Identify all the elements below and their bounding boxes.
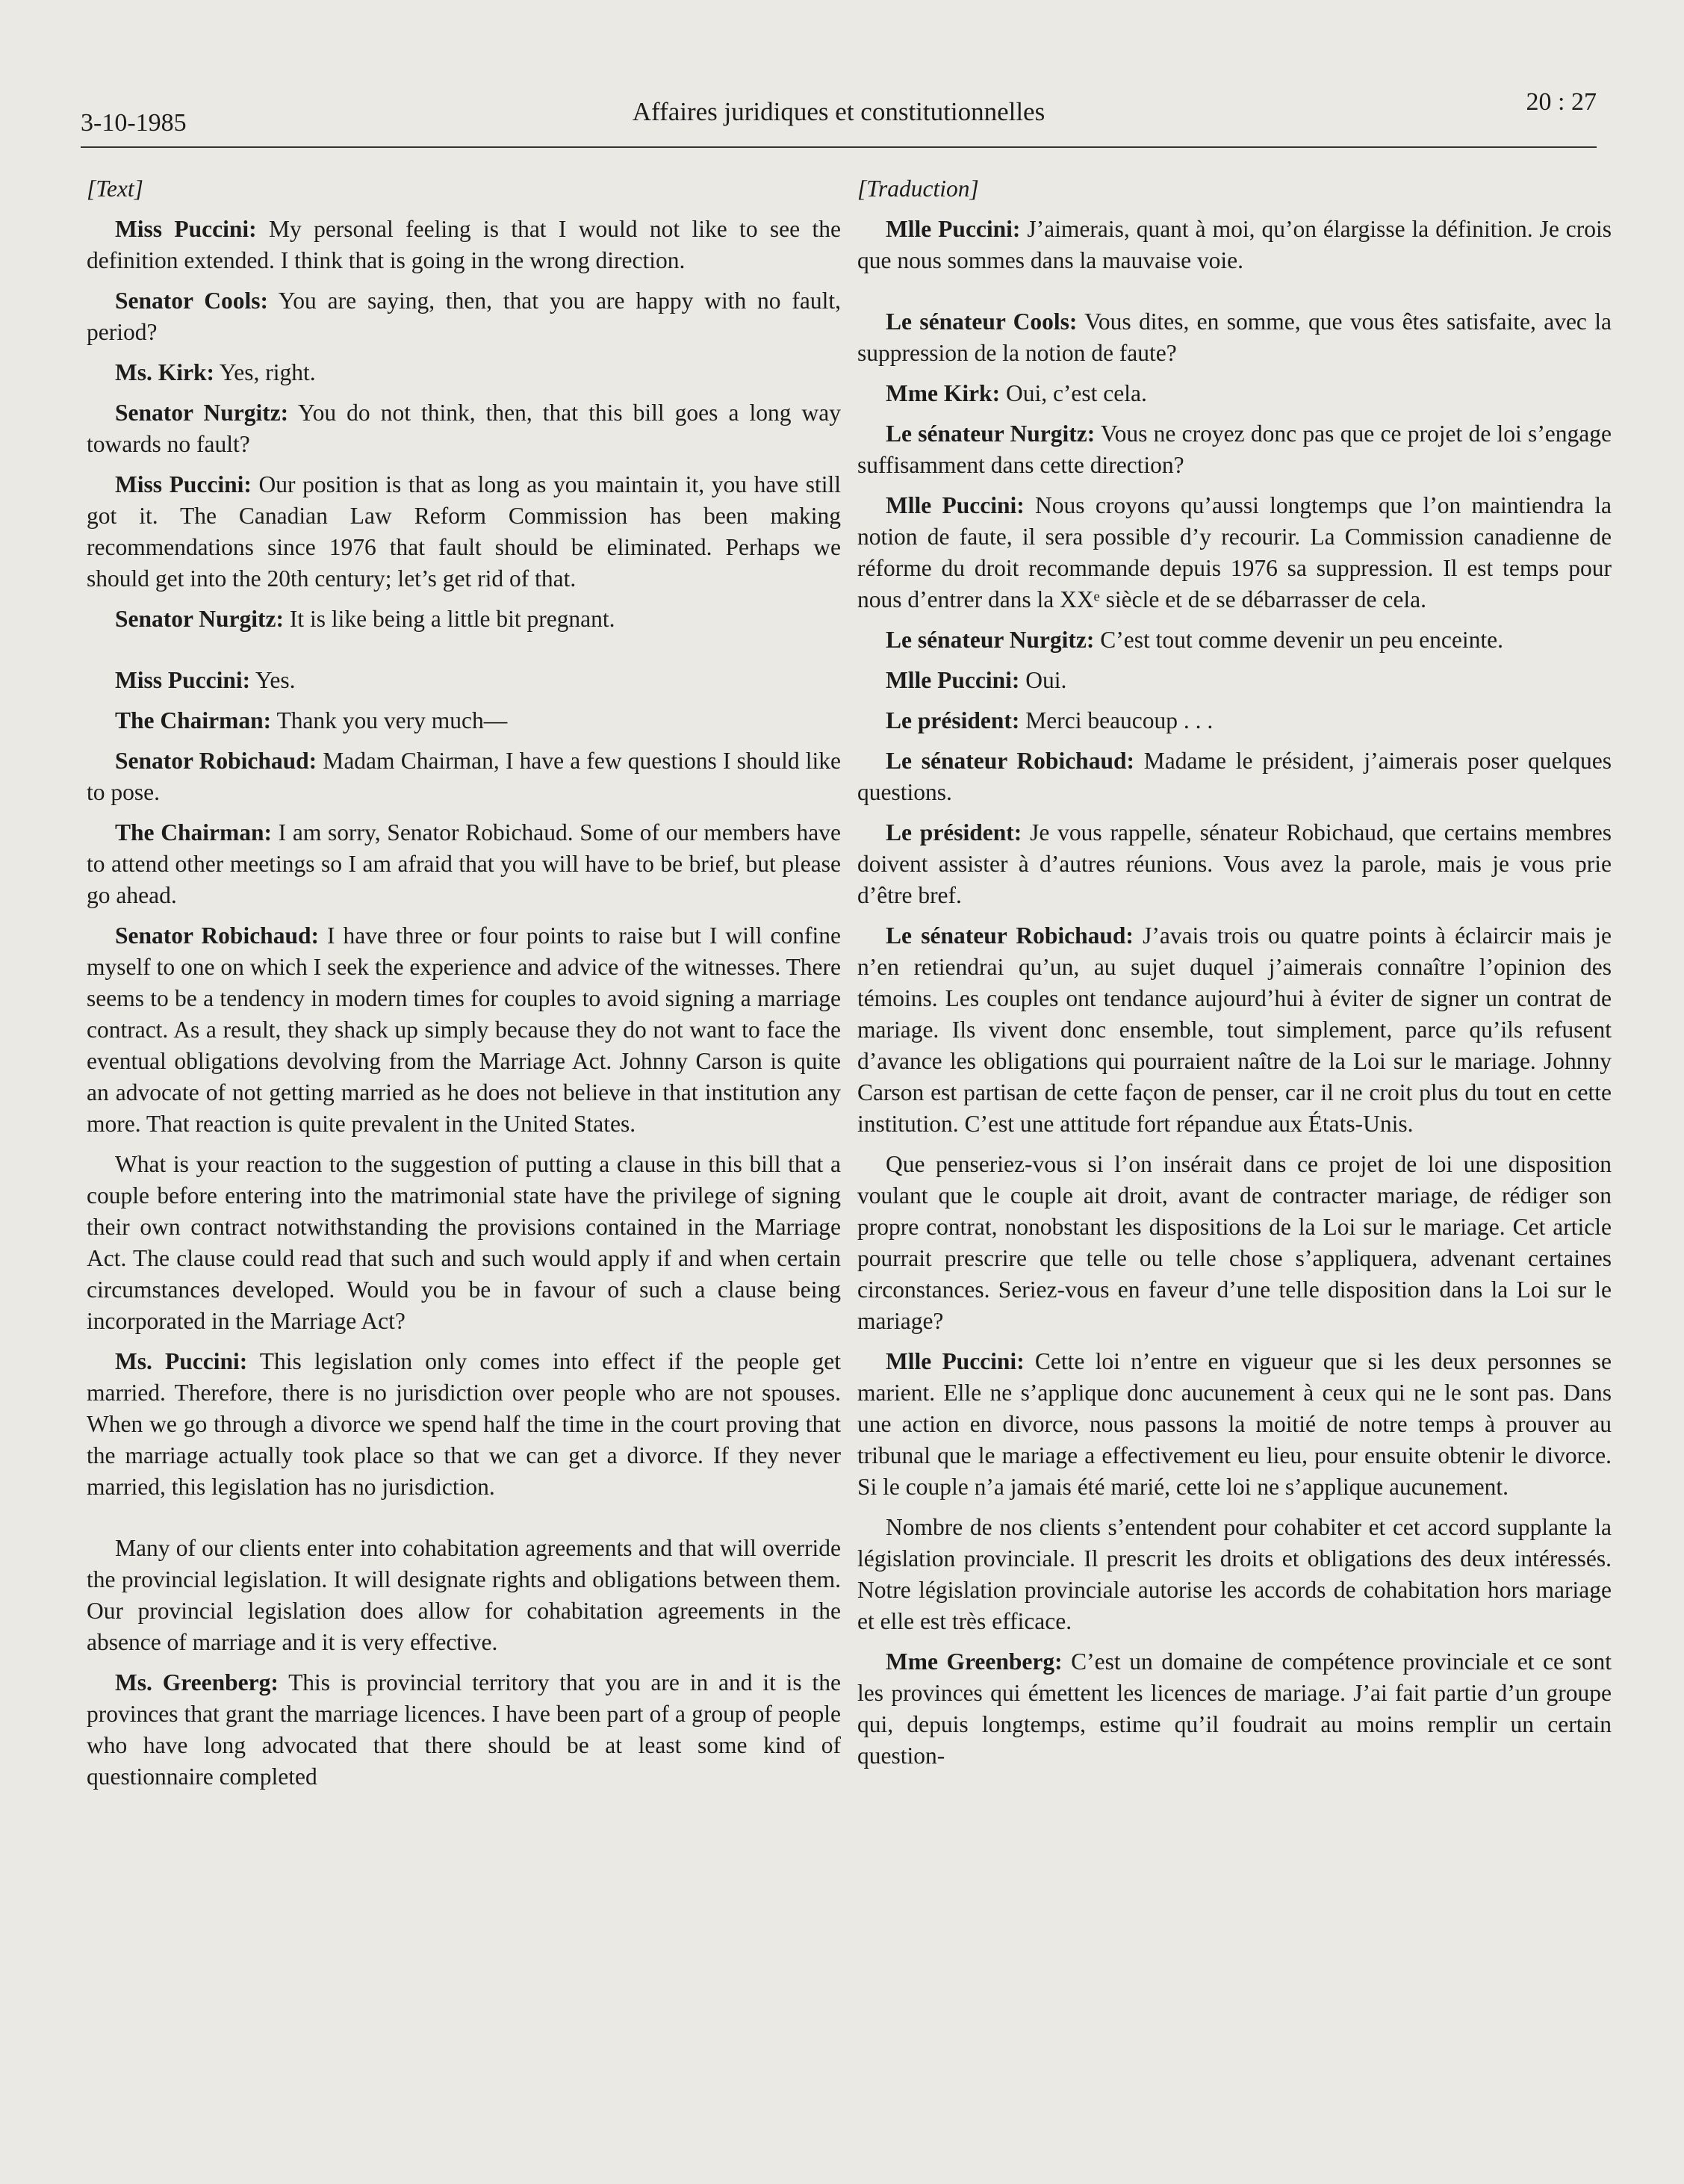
speaker-name: Senator Nurgitz:	[115, 606, 285, 632]
paragraph	[857, 705, 1612, 736]
paragraph-text: I am sorry, Senator Robichaud. Some of our members have to attend other meetings so I am afraid that you will have to be brief, but please go ahead.	[87, 819, 841, 908]
paragraph	[87, 817, 841, 911]
paragraph-text: Madame le président, j’aimerais poser quelques questions.	[857, 748, 1612, 805]
paragraph	[87, 705, 841, 736]
speaker-name: Le sénateur Robichaud:	[886, 922, 1134, 949]
paragraph	[87, 214, 841, 276]
paragraph	[857, 817, 1612, 911]
paragraph-text: You are saying, then, that you are happy with no fault, period?	[87, 288, 842, 345]
paragraph-text: Que penseriez-vous si l’on insérait dans ce projet de loi une disposition voulant que le couple ait droit, avant de contracter mariage, de rédiger son propre contrat, nonobstant les dispositions de la Loi sur le mariage. Cet article pourrait prescrire que telle ou telle chose s’appliquera, advenant certaines circonstances. Seriez-vous en faveur d’une telle disposition dans la Loi sur le mariage?	[857, 1151, 1612, 1334]
paragraph-text: Yes, right.	[214, 359, 316, 385]
speaker-name: Miss Puccini:	[115, 471, 252, 497]
speaker-name: Mlle Puccini:	[886, 492, 1025, 518]
paragraph-text: J’avais trois ou quatre points à éclaircir mais je n’en retiendrai qu’un, au sujet duquel j’aimerais connaître l’opinion des témoins. Les couples ont tendance aujourd’hui à éviter de signer un contrat de mariage. Ils vivent donc ensemble, tout simplement, parce qu’ils refusent d’avance les obligations qui pourraient naître de la Loi sur le mariage. Johnny Carson est partisan de cette façon de penser, car il ne croit plus du tout en cette institution. C’est une attitude fort répandue aux États-Unis.	[857, 922, 1612, 1137]
paragraph-text: C’est tout comme devenir un peu enceinte.	[1094, 627, 1503, 653]
paragraph-text: Oui.	[1019, 667, 1067, 693]
speaker-name: Le sénateur Cools:	[886, 308, 1078, 335]
paragraph-text: Madam Chairman, I have a few questions I should like to pose.	[87, 748, 842, 805]
speaker-name: Le sénateur Nurgitz:	[886, 421, 1096, 447]
speaker-name: Senator Cools:	[115, 288, 269, 314]
speaker-name: Le président:	[886, 819, 1022, 846]
paragraph-text: This is provincial territory that you are in and it is the provinces that grant the marriage licences. I have been part of a group of people who have long advocated that there should be at least some kind of questionnaire completed	[87, 1669, 841, 1790]
paragraph-text: J’aimerais, quant à moi, qu’on élargisse la définition. Je crois que nous sommes dans la mauvaise voie.	[857, 216, 1612, 273]
speaker-name: Senator Robichaud:	[115, 748, 317, 774]
paragraph	[87, 665, 841, 696]
speaker-name: Le sénateur Robichaud:	[886, 748, 1134, 774]
paragraph-text: You do not think, then, that this bill goes a long way towards no fault?	[87, 400, 841, 457]
paragraph	[87, 1533, 841, 1658]
paragraph-text: Yes.	[250, 667, 296, 693]
paragraph-text: [Text]	[87, 176, 143, 202]
speaker-name: Senator Robichaud:	[115, 922, 319, 949]
paragraph-text: Vous ne croyez donc pas que ce projet de loi s’engage suffisamment dans cette direction?	[857, 421, 1612, 478]
header-page-number: 20 : 27	[1526, 88, 1597, 116]
english-column	[87, 173, 841, 1802]
paragraph	[87, 285, 841, 348]
paragraph	[857, 745, 1612, 808]
speaker-name: Ms. Kirk:	[115, 359, 214, 385]
paragraph-text: This legislation only comes into effect if the people get married. Therefore, there is no jurisdiction over people who are not spouses. When we go through a divorce we spend half the time in the court proving that the marriage actually took place so that we can get a divorce. If they never married, this legislation has no jurisdiction.	[87, 1348, 841, 1500]
speaker-name: Mlle Puccini:	[886, 1348, 1025, 1374]
speaker-name: Le sénateur Nurgitz:	[886, 627, 1095, 653]
paragraph	[857, 173, 1612, 205]
paragraph	[87, 604, 841, 635]
paragraph	[857, 624, 1612, 656]
speaker-name: Ms. Puccini:	[115, 1348, 248, 1374]
header-date: 3-10-1985	[81, 109, 187, 137]
paragraph	[857, 920, 1612, 1140]
paragraph	[87, 469, 841, 595]
speaker-name: Mlle Puccini:	[886, 667, 1020, 693]
paragraph-text: I have three or four points to raise but I will confine myself to one on which I seek the experience and advice of the witnesses. There seems to be a tendency in modern times for couples to avoid signing a marriage contract. As a result, they shack up simply because they do not want to face the eventual obligations devolving from the Marriage Act. Johnny Carson is quite an advocate of not getting married as he does not believe in that institution any more. That reaction is quite prevalent in the United States.	[87, 922, 841, 1137]
paragraph-text: C’est un domaine de compétence provinciale et ce sont les provinces qui émettent les licences de mariage. J’ai fait partie d’un groupe qui, depuis longtemps, estime qu’il foudrait au moins remplir un certain question-	[857, 1648, 1612, 1769]
speaker-name: Miss Puccini:	[115, 667, 251, 693]
paragraph-text: Thank you very much—	[271, 707, 508, 733]
paragraph	[87, 1667, 841, 1793]
paragraph	[87, 173, 841, 205]
paragraph	[87, 1149, 841, 1337]
speaker-name: Mme Greenberg:	[886, 1648, 1063, 1675]
paragraph	[857, 1346, 1612, 1503]
speaker-name: Senator Nurgitz:	[115, 400, 289, 426]
speaker-name: The Chairman:	[115, 819, 272, 846]
paragraph-text: Our position is that as long as you maintain it, you have still got it. The Canadian Law Reform Commission has been making recommendations since 1976 that fault should be eliminated. Perhaps we should get into the 20th century; let’s get rid of that.	[87, 471, 841, 592]
paragraph	[87, 357, 841, 388]
speaker-name: The Chairman:	[115, 707, 272, 733]
paragraph	[87, 920, 841, 1140]
page-header	[81, 88, 1597, 140]
paragraph	[857, 490, 1612, 615]
paragraph-text: Merci beaucoup . . .	[1019, 707, 1214, 733]
paragraph	[857, 1149, 1612, 1337]
paragraph-text: Many of our clients enter into cohabitation agreements and that will override the provincial legislation. It will designate rights and obligations between them. Our provincial legislation does allow for cohabitation agreements in the absence of marriage and it is very effective.	[87, 1535, 841, 1655]
paragraph	[87, 1346, 841, 1503]
paragraph-text: It is like being a little bit pregnant.	[284, 606, 615, 632]
paragraph	[857, 665, 1612, 696]
paragraph-text: Nombre de nos clients s’entendent pour cohabiter et cet accord supplante la législation provinciale. Il prescrit les droits et obligations des deux intéressés. Notre législation provinciale autorise les accords de cohabitation hors mariage et elle est très efficace.	[857, 1514, 1612, 1634]
paragraph-text: Nous croyons qu’aussi longtemps que l’on maintiendra la notion de faute, il sera possible d’y recourir. La Commission canadienne de réforme du droit recommande depuis 1976 sa suppression. Il est temps pour nous d’entrer dans la XXᵉ siècle et de se débarrasser de cela.	[857, 492, 1612, 612]
paragraph	[857, 418, 1612, 481]
speaker-name: Mlle Puccini:	[886, 216, 1021, 242]
paragraph	[87, 397, 841, 460]
speaker-name: Ms. Greenberg:	[115, 1669, 279, 1696]
paragraph	[857, 214, 1612, 276]
paragraph-text: Oui, c’est cela.	[1000, 380, 1147, 406]
french-column	[857, 173, 1612, 1781]
paragraph	[857, 306, 1612, 369]
speaker-name: Miss Puccini:	[115, 216, 257, 242]
paragraph-text: Vous dites, en somme, que vous êtes satisfaite, avec la suppression de la notion de faute?	[857, 308, 1612, 366]
speaker-name: Mme Kirk:	[886, 380, 1001, 406]
paragraph-text: My personal feeling is that I would not like to see the definition extended. I think that is going in the wrong direction.	[87, 216, 841, 273]
speaker-name: Le président:	[886, 707, 1020, 733]
paragraph	[857, 378, 1612, 409]
paragraph-text: [Traduction]	[857, 176, 979, 202]
paragraph	[87, 745, 841, 808]
paragraph-text: Je vous rappelle, sénateur Robichaud, que certains membres doivent assister à d’autres réunions. Vous avez la parole, mais je vous prie d’être bref.	[857, 819, 1612, 908]
paragraph-text: Cette loi n’entre en vigueur que si les deux personnes se marient. Elle ne s’applique donc aucunement à ceux qui ne le sont pas. Dans une action en divorce, nous passons la moitié de notre temps à prouver au tribunal que le mariage a effectivement eu lieu, pour ensuite obtenir le divorce. Si le couple n’a jamais été marié, cette loi ne s’applique aucunement.	[857, 1348, 1612, 1500]
paragraph	[857, 1512, 1612, 1637]
header-rule	[81, 146, 1597, 148]
paragraph	[857, 1646, 1612, 1772]
header-title: Affaires juridiques et constitutionnelles	[632, 97, 1045, 126]
paragraph-text: What is your reaction to the suggestion of putting a clause in this bill that a couple before entering into the matrimonial state have the privilege of signing their own contract notwithstanding the provisions contained in the Marriage Act. The clause could read that such and such would apply if and when certain circumstances developed. Would you be in favour of such a clause being incorporated in the Marriage Act?	[87, 1151, 841, 1334]
